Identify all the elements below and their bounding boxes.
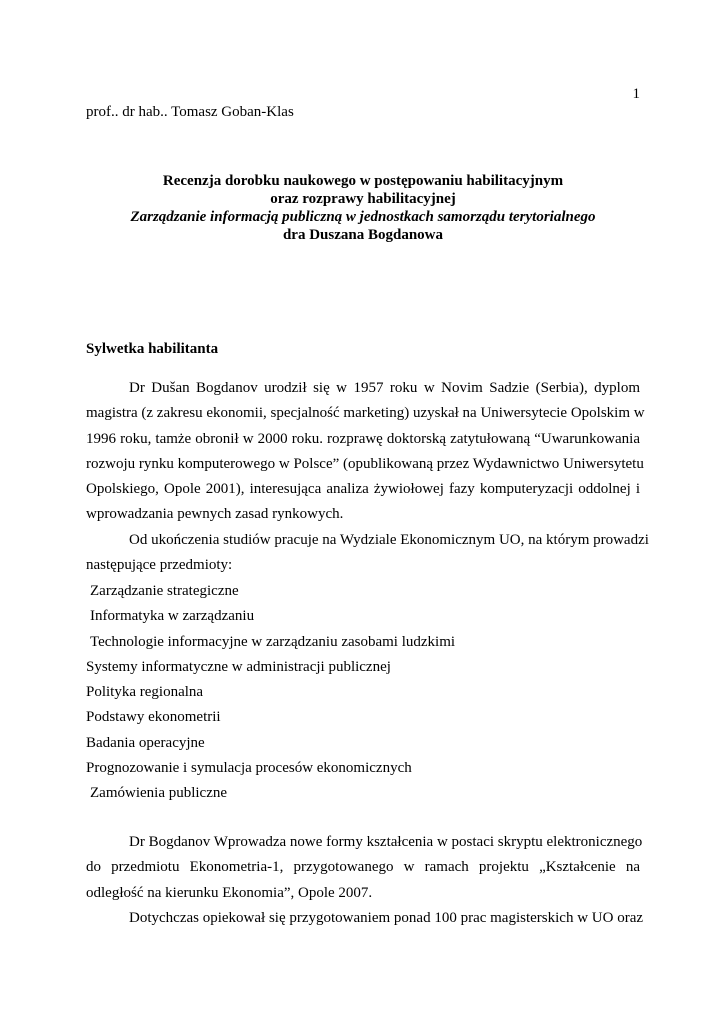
paragraph-line: Od ukończenia studiów pracuje na Wydziale Ekonomicznym UO, na którym prowadzi xyxy=(129,532,649,548)
paragraph-line: następujące przedmioty: xyxy=(86,557,233,574)
title-line-2: oraz rozprawy habilitacyjnej xyxy=(270,191,456,207)
list-item: Zamówienia publiczne xyxy=(90,785,228,802)
paragraph-line: magistra (z zakresu ekonomii, specjalność marketing) uzyskał na Uniwersytecie Opolskim w xyxy=(86,405,645,422)
section-heading: Sylwetka habilitanta xyxy=(86,341,219,357)
list-item: Systemy informatyczne w administracji publicznej xyxy=(86,658,391,675)
dissertation-title: Zarządzanie informacją publiczną w jednostkach samorządu terytorialnego xyxy=(130,209,596,225)
list-item: Technologie informacyjne w zarządzaniu zasobami ludzkimi xyxy=(90,633,456,650)
paragraph-line: wprowadzania pewnych zasad rynkowych. xyxy=(86,506,344,523)
list-item: Podstawy ekonometrii xyxy=(86,709,221,726)
paragraph-line: Opolskiego, Opole 2001), interesująca analiza żywiołowej fazy komputeryzacji oddolnej i xyxy=(86,481,640,498)
list-item: Zarządzanie strategiczne xyxy=(90,583,239,599)
list-item: Informatyka w zarządzaniu xyxy=(90,608,255,625)
paragraph-line: odległość na kierunku Ekonomia”, Opole 2007. xyxy=(86,884,373,901)
paragraph-biography xyxy=(86,376,645,528)
title-line-1: Recenzja dorobku naukowego w postępowaniu habilitacyjnym xyxy=(162,173,564,189)
page-number: 1 xyxy=(632,86,640,102)
paragraph-line: do przedmiotu Ekonometria-1, przygotowanego w ramach projektu „Kształcenie na xyxy=(86,859,640,876)
candidate-name: dra Duszana Bogdanowa xyxy=(282,227,444,243)
list-item: Prognozowanie i symulacja procesów ekonomicznych xyxy=(86,760,412,777)
title-block xyxy=(86,172,640,244)
paragraph-e-learning xyxy=(86,830,643,906)
paragraph-line: Dr Dušan Bogdanov urodził się w 1957 roku w Novim Sadzie (Serbia), dyplom xyxy=(129,380,640,396)
author-line: prof.. dr hab.. Tomasz Goban-Klas xyxy=(86,104,294,120)
list-item: Polityka regionalna xyxy=(86,684,204,701)
paragraph-line: rozwoju rynku komputerowego w Polsce” (opublikowaną przez Wydawnictwo Uniwersytetu xyxy=(86,455,644,472)
subjects-list xyxy=(86,579,455,807)
paragraph-line: Dr Bogdanov Wprowadza nowe formy kształcenia w postaci skryptu elektronicznego xyxy=(129,834,643,850)
paragraph-teaching xyxy=(86,528,649,579)
list-item: Badania operacyjne xyxy=(86,734,205,751)
paragraph-line: 1996 roku, tamże obronił w 2000 roku. rozprawę doktorską zatytułowaną “Uwarunkowania xyxy=(86,430,640,447)
paragraph-line: Dotychczas opiekował się przygotowaniem ponad 100 prac magisterskich w UO oraz xyxy=(129,910,644,926)
paragraph-supervision xyxy=(86,906,644,931)
